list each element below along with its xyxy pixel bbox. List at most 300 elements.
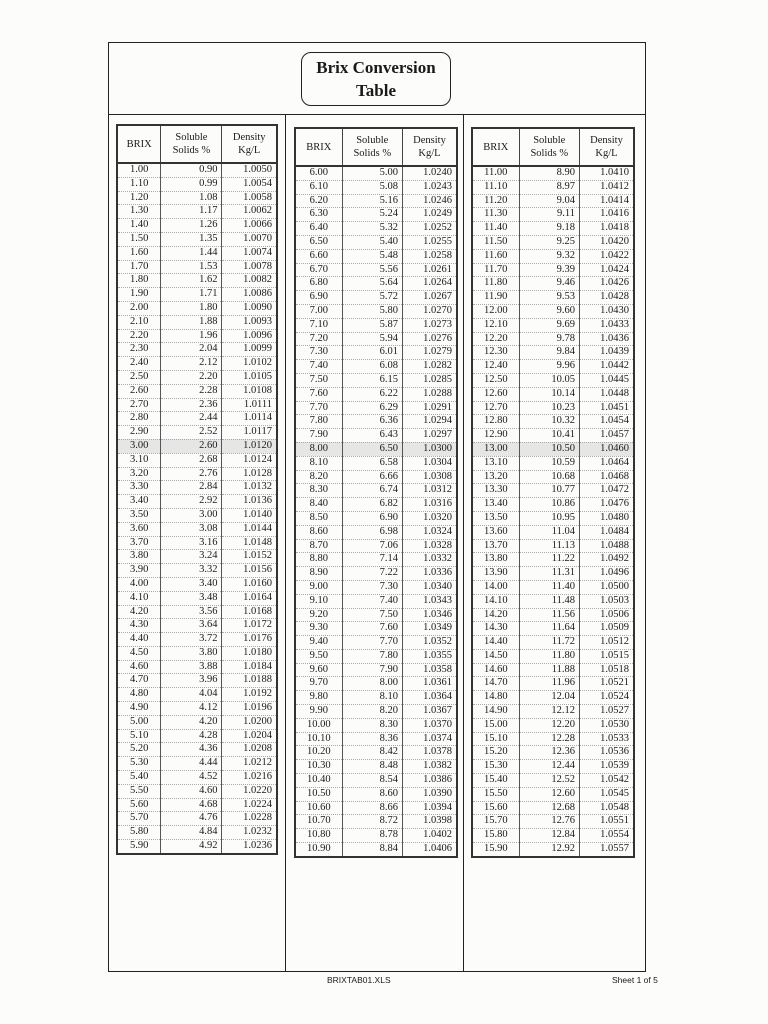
brix-cell: 8.10 bbox=[295, 456, 342, 470]
soluble-cell: 5.24 bbox=[342, 208, 403, 222]
soluble-cell: 7.40 bbox=[342, 594, 403, 608]
table-row bbox=[472, 511, 634, 525]
table-row bbox=[295, 774, 457, 788]
table-row bbox=[295, 194, 457, 208]
table-row bbox=[295, 360, 457, 374]
table-row bbox=[295, 525, 457, 539]
brix-cell: 13.40 bbox=[472, 498, 519, 512]
density-cell: 1.0128 bbox=[222, 467, 277, 481]
density-cell: 1.0070 bbox=[222, 232, 277, 246]
table-row bbox=[117, 301, 277, 315]
table-row bbox=[295, 746, 457, 760]
soluble-cell: 9.46 bbox=[519, 277, 580, 291]
table-row bbox=[472, 263, 634, 277]
density-cell: 1.0336 bbox=[403, 567, 457, 581]
soluble-cell: 10.77 bbox=[519, 484, 580, 498]
brix-cell: 12.70 bbox=[472, 401, 519, 415]
density-cell: 1.0156 bbox=[222, 564, 277, 578]
brix-cell: 5.10 bbox=[117, 729, 161, 743]
density-cell: 1.0270 bbox=[403, 304, 457, 318]
soluble-cell: 6.90 bbox=[342, 511, 403, 525]
table-row bbox=[117, 605, 277, 619]
table-row bbox=[295, 332, 457, 346]
soluble-cell: 5.94 bbox=[342, 332, 403, 346]
brix-cell: 9.50 bbox=[295, 649, 342, 663]
soluble-cell: 11.88 bbox=[519, 663, 580, 677]
soluble-cell: 8.10 bbox=[342, 691, 403, 705]
soluble-cell: 10.86 bbox=[519, 498, 580, 512]
density-cell: 1.0282 bbox=[403, 360, 457, 374]
table-row bbox=[472, 208, 634, 222]
brix-cell: 4.80 bbox=[117, 688, 161, 702]
table-row bbox=[117, 757, 277, 771]
table-row bbox=[472, 484, 634, 498]
table-row bbox=[117, 715, 277, 729]
table-row bbox=[295, 401, 457, 415]
brix-cell: 10.70 bbox=[295, 815, 342, 829]
soluble-cell: 8.97 bbox=[519, 180, 580, 194]
density-cell: 1.0340 bbox=[403, 580, 457, 594]
brix-cell: 6.70 bbox=[295, 263, 342, 277]
brix-cell: 11.10 bbox=[472, 180, 519, 194]
density-cell: 1.0424 bbox=[580, 263, 634, 277]
soluble-cell: 5.32 bbox=[342, 222, 403, 236]
brix-cell: 1.20 bbox=[117, 191, 161, 205]
brix-cell: 4.70 bbox=[117, 674, 161, 688]
brix-cell: 14.50 bbox=[472, 649, 519, 663]
table-row bbox=[117, 522, 277, 536]
table-row bbox=[117, 191, 277, 205]
table-row bbox=[117, 564, 277, 578]
soluble-cell: 1.88 bbox=[161, 315, 222, 329]
density-cell: 1.0196 bbox=[222, 702, 277, 716]
brix-cell: 7.80 bbox=[295, 415, 342, 429]
density-cell: 1.0111 bbox=[222, 398, 277, 412]
density-cell: 1.0358 bbox=[403, 663, 457, 677]
density-cell: 1.0144 bbox=[222, 522, 277, 536]
brix-cell: 7.60 bbox=[295, 387, 342, 401]
table-row bbox=[295, 815, 457, 829]
table-row bbox=[472, 567, 634, 581]
soluble-cell: 2.92 bbox=[161, 495, 222, 509]
brix-cell: 10.30 bbox=[295, 760, 342, 774]
brix-cell: 14.90 bbox=[472, 705, 519, 719]
density-cell: 1.0224 bbox=[222, 798, 277, 812]
table-row bbox=[472, 732, 634, 746]
footer-sheet: Sheet 1 of 5 bbox=[612, 975, 658, 985]
brix-cell: 15.10 bbox=[472, 732, 519, 746]
soluble-cell: 8.60 bbox=[342, 787, 403, 801]
density-cell: 1.0412 bbox=[580, 180, 634, 194]
soluble-cell: 12.20 bbox=[519, 718, 580, 732]
header-divider bbox=[109, 114, 645, 115]
brix-cell: 1.10 bbox=[117, 177, 161, 191]
brix-cell: 10.60 bbox=[295, 801, 342, 815]
brix-cell: 11.30 bbox=[472, 208, 519, 222]
soluble-cell: 9.96 bbox=[519, 360, 580, 374]
density-cell: 1.0500 bbox=[580, 580, 634, 594]
soluble-cell: 12.52 bbox=[519, 774, 580, 788]
soluble-cell: 2.84 bbox=[161, 481, 222, 495]
table-row bbox=[295, 249, 457, 263]
soluble-cell: 11.80 bbox=[519, 649, 580, 663]
table-row bbox=[472, 456, 634, 470]
table-row bbox=[295, 691, 457, 705]
density-cell: 1.0243 bbox=[403, 180, 457, 194]
soluble-cell: 5.08 bbox=[342, 180, 403, 194]
brix-cell: 12.40 bbox=[472, 360, 519, 374]
soluble-cell: 4.20 bbox=[161, 715, 222, 729]
table-row bbox=[117, 840, 277, 854]
density-cell: 1.0220 bbox=[222, 784, 277, 798]
soluble-cell: 1.62 bbox=[161, 274, 222, 288]
density-cell: 1.0436 bbox=[580, 332, 634, 346]
density-cell: 1.0200 bbox=[222, 715, 277, 729]
density-cell: 1.0140 bbox=[222, 508, 277, 522]
soluble-cell: 6.22 bbox=[342, 387, 403, 401]
table-row bbox=[117, 398, 277, 412]
table-row bbox=[472, 525, 634, 539]
density-cell: 1.0398 bbox=[403, 815, 457, 829]
brix-cell: 10.40 bbox=[295, 774, 342, 788]
table-row bbox=[472, 746, 634, 760]
brix-cell: 6.30 bbox=[295, 208, 342, 222]
brix-cell: 6.10 bbox=[295, 180, 342, 194]
density-cell: 1.0124 bbox=[222, 453, 277, 467]
soluble-cell: 4.68 bbox=[161, 798, 222, 812]
table-row bbox=[117, 812, 277, 826]
table-row bbox=[472, 787, 634, 801]
brix-cell: 1.30 bbox=[117, 205, 161, 219]
table-row bbox=[295, 263, 457, 277]
brix-table-3 bbox=[471, 127, 635, 858]
table-row bbox=[117, 550, 277, 564]
table-row bbox=[295, 222, 457, 236]
soluble-cell: 0.99 bbox=[161, 177, 222, 191]
brix-cell: 9.30 bbox=[295, 622, 342, 636]
table-row bbox=[117, 591, 277, 605]
density-cell: 1.0521 bbox=[580, 677, 634, 691]
brix-cell: 3.90 bbox=[117, 564, 161, 578]
soluble-cell: 3.16 bbox=[161, 536, 222, 550]
brix-cell: 2.40 bbox=[117, 357, 161, 371]
table-row bbox=[117, 260, 277, 274]
density-cell: 1.0058 bbox=[222, 191, 277, 205]
brix-cell: 13.70 bbox=[472, 539, 519, 553]
soluble-cell: 4.44 bbox=[161, 757, 222, 771]
soluble-cell: 10.23 bbox=[519, 401, 580, 415]
density-cell: 1.0349 bbox=[403, 622, 457, 636]
density-cell: 1.0410 bbox=[580, 166, 634, 180]
header-soluble: Soluble Solids % bbox=[342, 128, 403, 166]
density-cell: 1.0148 bbox=[222, 536, 277, 550]
soluble-cell: 2.12 bbox=[161, 357, 222, 371]
column-divider bbox=[463, 114, 464, 971]
soluble-cell: 3.08 bbox=[161, 522, 222, 536]
brix-cell: 12.30 bbox=[472, 346, 519, 360]
brix-cell: 6.60 bbox=[295, 249, 342, 263]
brix-cell: 11.60 bbox=[472, 249, 519, 263]
soluble-cell: 11.56 bbox=[519, 608, 580, 622]
soluble-cell: 9.04 bbox=[519, 194, 580, 208]
brix-cell: 12.90 bbox=[472, 429, 519, 443]
brix-cell: 5.80 bbox=[117, 826, 161, 840]
soluble-cell: 5.16 bbox=[342, 194, 403, 208]
density-cell: 1.0539 bbox=[580, 760, 634, 774]
brix-cell: 14.10 bbox=[472, 594, 519, 608]
density-cell: 1.0527 bbox=[580, 705, 634, 719]
brix-cell: 12.00 bbox=[472, 304, 519, 318]
brix-cell: 12.50 bbox=[472, 373, 519, 387]
soluble-cell: 12.04 bbox=[519, 691, 580, 705]
density-cell: 1.0488 bbox=[580, 539, 634, 553]
density-cell: 1.0258 bbox=[403, 249, 457, 263]
table-row bbox=[117, 205, 277, 219]
density-cell: 1.0164 bbox=[222, 591, 277, 605]
brix-cell: 2.60 bbox=[117, 384, 161, 398]
density-cell: 1.0382 bbox=[403, 760, 457, 774]
brix-cell: 7.70 bbox=[295, 401, 342, 415]
brix-cell: 7.20 bbox=[295, 332, 342, 346]
soluble-cell: 12.28 bbox=[519, 732, 580, 746]
brix-cell: 14.80 bbox=[472, 691, 519, 705]
brix-table-2 bbox=[294, 127, 458, 858]
density-cell: 1.0332 bbox=[403, 553, 457, 567]
brix-cell: 5.60 bbox=[117, 798, 161, 812]
table-row bbox=[472, 180, 634, 194]
header-brix: BRIX bbox=[472, 128, 519, 166]
table-row bbox=[295, 594, 457, 608]
density-cell: 1.0509 bbox=[580, 622, 634, 636]
density-cell: 1.0228 bbox=[222, 812, 277, 826]
density-cell: 1.0390 bbox=[403, 787, 457, 801]
density-cell: 1.0451 bbox=[580, 401, 634, 415]
density-cell: 1.0468 bbox=[580, 470, 634, 484]
table-row bbox=[472, 291, 634, 305]
table-row bbox=[117, 508, 277, 522]
soluble-cell: 1.26 bbox=[161, 219, 222, 233]
density-cell: 1.0054 bbox=[222, 177, 277, 191]
brix-cell: 7.00 bbox=[295, 304, 342, 318]
soluble-cell: 7.80 bbox=[342, 649, 403, 663]
table-row bbox=[117, 315, 277, 329]
table-row bbox=[295, 732, 457, 746]
soluble-cell: 6.98 bbox=[342, 525, 403, 539]
brix-cell: 3.20 bbox=[117, 467, 161, 481]
density-cell: 1.0464 bbox=[580, 456, 634, 470]
header-soluble: Soluble Solids % bbox=[519, 128, 580, 166]
soluble-cell: 8.72 bbox=[342, 815, 403, 829]
table-row bbox=[295, 663, 457, 677]
soluble-cell: 4.52 bbox=[161, 771, 222, 785]
density-cell: 1.0530 bbox=[580, 718, 634, 732]
brix-cell: 4.40 bbox=[117, 633, 161, 647]
soluble-cell: 12.76 bbox=[519, 815, 580, 829]
brix-cell: 9.10 bbox=[295, 594, 342, 608]
soluble-cell: 1.08 bbox=[161, 191, 222, 205]
density-cell: 1.0484 bbox=[580, 525, 634, 539]
header-density: Density Kg/L bbox=[403, 128, 457, 166]
brix-cell: 2.50 bbox=[117, 370, 161, 384]
density-cell: 1.0503 bbox=[580, 594, 634, 608]
brix-cell: 1.80 bbox=[117, 274, 161, 288]
table-row bbox=[472, 774, 634, 788]
density-cell: 1.0422 bbox=[580, 249, 634, 263]
brix-cell: 9.60 bbox=[295, 663, 342, 677]
table-row bbox=[295, 277, 457, 291]
soluble-cell: 10.50 bbox=[519, 442, 580, 456]
soluble-cell: 5.48 bbox=[342, 249, 403, 263]
table-row bbox=[472, 649, 634, 663]
brix-cell: 14.70 bbox=[472, 677, 519, 691]
soluble-cell: 2.60 bbox=[161, 439, 222, 453]
density-cell: 1.0542 bbox=[580, 774, 634, 788]
table-row bbox=[472, 194, 634, 208]
brix-cell: 5.00 bbox=[117, 715, 161, 729]
density-cell: 1.0204 bbox=[222, 729, 277, 743]
soluble-cell: 7.30 bbox=[342, 580, 403, 594]
table-row bbox=[117, 246, 277, 260]
density-cell: 1.0506 bbox=[580, 608, 634, 622]
brix-cell: 14.00 bbox=[472, 580, 519, 594]
brix-cell: 8.90 bbox=[295, 567, 342, 581]
density-cell: 1.0304 bbox=[403, 456, 457, 470]
table-row bbox=[117, 688, 277, 702]
header-soluble: Soluble Solids % bbox=[161, 125, 222, 163]
density-cell: 1.0168 bbox=[222, 605, 277, 619]
soluble-cell: 10.41 bbox=[519, 429, 580, 443]
soluble-cell: 9.18 bbox=[519, 222, 580, 236]
brix-cell: 11.20 bbox=[472, 194, 519, 208]
soluble-cell: 2.28 bbox=[161, 384, 222, 398]
table-row bbox=[472, 498, 634, 512]
brix-cell: 9.90 bbox=[295, 705, 342, 719]
density-cell: 1.0216 bbox=[222, 771, 277, 785]
table-row bbox=[472, 429, 634, 443]
soluble-cell: 3.80 bbox=[161, 646, 222, 660]
table-row bbox=[472, 249, 634, 263]
density-cell: 1.0551 bbox=[580, 815, 634, 829]
table-row bbox=[117, 453, 277, 467]
brix-cell: 15.50 bbox=[472, 787, 519, 801]
table-row bbox=[117, 163, 277, 177]
soluble-cell: 11.96 bbox=[519, 677, 580, 691]
table-row bbox=[295, 829, 457, 843]
soluble-cell: 1.80 bbox=[161, 301, 222, 315]
brix-cell: 10.50 bbox=[295, 787, 342, 801]
table-row bbox=[117, 660, 277, 674]
brix-cell: 6.90 bbox=[295, 291, 342, 305]
soluble-cell: 3.64 bbox=[161, 619, 222, 633]
soluble-cell: 4.36 bbox=[161, 743, 222, 757]
brix-cell: 13.00 bbox=[472, 442, 519, 456]
soluble-cell: 12.12 bbox=[519, 705, 580, 719]
brix-cell: 8.20 bbox=[295, 470, 342, 484]
table-row bbox=[117, 729, 277, 743]
density-cell: 1.0428 bbox=[580, 291, 634, 305]
density-cell: 1.0370 bbox=[403, 718, 457, 732]
soluble-cell: 11.64 bbox=[519, 622, 580, 636]
soluble-cell: 8.20 bbox=[342, 705, 403, 719]
density-cell: 1.0297 bbox=[403, 429, 457, 443]
soluble-cell: 10.32 bbox=[519, 415, 580, 429]
density-cell: 1.0294 bbox=[403, 415, 457, 429]
table-row bbox=[295, 373, 457, 387]
density-cell: 1.0090 bbox=[222, 301, 277, 315]
soluble-cell: 1.53 bbox=[161, 260, 222, 274]
soluble-cell: 9.32 bbox=[519, 249, 580, 263]
brix-cell: 3.70 bbox=[117, 536, 161, 550]
density-cell: 1.0252 bbox=[403, 222, 457, 236]
density-cell: 1.0276 bbox=[403, 332, 457, 346]
brix-cell: 8.30 bbox=[295, 484, 342, 498]
soluble-cell: 9.11 bbox=[519, 208, 580, 222]
soluble-cell: 4.12 bbox=[161, 702, 222, 716]
table-row bbox=[117, 412, 277, 426]
soluble-cell: 5.80 bbox=[342, 304, 403, 318]
table-row bbox=[117, 495, 277, 509]
soluble-cell: 3.48 bbox=[161, 591, 222, 605]
table-row bbox=[117, 702, 277, 716]
density-cell: 1.0439 bbox=[580, 346, 634, 360]
brix-cell: 8.40 bbox=[295, 498, 342, 512]
soluble-cell: 8.00 bbox=[342, 677, 403, 691]
brix-cell: 5.30 bbox=[117, 757, 161, 771]
brix-cell: 9.70 bbox=[295, 677, 342, 691]
density-cell: 1.0430 bbox=[580, 304, 634, 318]
table-row bbox=[117, 798, 277, 812]
table-row bbox=[472, 332, 634, 346]
soluble-cell: 8.48 bbox=[342, 760, 403, 774]
brix-cell: 3.60 bbox=[117, 522, 161, 536]
density-cell: 1.0533 bbox=[580, 732, 634, 746]
brix-cell: 3.30 bbox=[117, 481, 161, 495]
table-row bbox=[117, 633, 277, 647]
soluble-cell: 8.84 bbox=[342, 843, 403, 857]
density-cell: 1.0074 bbox=[222, 246, 277, 260]
brix-cell: 13.20 bbox=[472, 470, 519, 484]
soluble-cell: 9.39 bbox=[519, 263, 580, 277]
density-cell: 1.0512 bbox=[580, 636, 634, 650]
table-row bbox=[295, 843, 457, 857]
table-row bbox=[472, 415, 634, 429]
density-cell: 1.0078 bbox=[222, 260, 277, 274]
density-cell: 1.0316 bbox=[403, 498, 457, 512]
brix-cell: 10.90 bbox=[295, 843, 342, 857]
brix-cell: 3.10 bbox=[117, 453, 161, 467]
soluble-cell: 3.56 bbox=[161, 605, 222, 619]
table-row bbox=[472, 691, 634, 705]
density-cell: 1.0180 bbox=[222, 646, 277, 660]
density-cell: 1.0212 bbox=[222, 757, 277, 771]
table-row bbox=[117, 743, 277, 757]
table-row bbox=[117, 219, 277, 233]
soluble-cell: 12.60 bbox=[519, 787, 580, 801]
soluble-cell: 3.96 bbox=[161, 674, 222, 688]
soluble-cell: 10.95 bbox=[519, 511, 580, 525]
brix-cell: 12.60 bbox=[472, 387, 519, 401]
table-row bbox=[472, 318, 634, 332]
soluble-cell: 6.15 bbox=[342, 373, 403, 387]
soluble-cell: 10.14 bbox=[519, 387, 580, 401]
soluble-cell: 6.43 bbox=[342, 429, 403, 443]
density-cell: 1.0300 bbox=[403, 442, 457, 456]
soluble-cell: 6.36 bbox=[342, 415, 403, 429]
brix-cell: 7.30 bbox=[295, 346, 342, 360]
brix-cell: 5.70 bbox=[117, 812, 161, 826]
density-cell: 1.0255 bbox=[403, 235, 457, 249]
table-row bbox=[117, 467, 277, 481]
